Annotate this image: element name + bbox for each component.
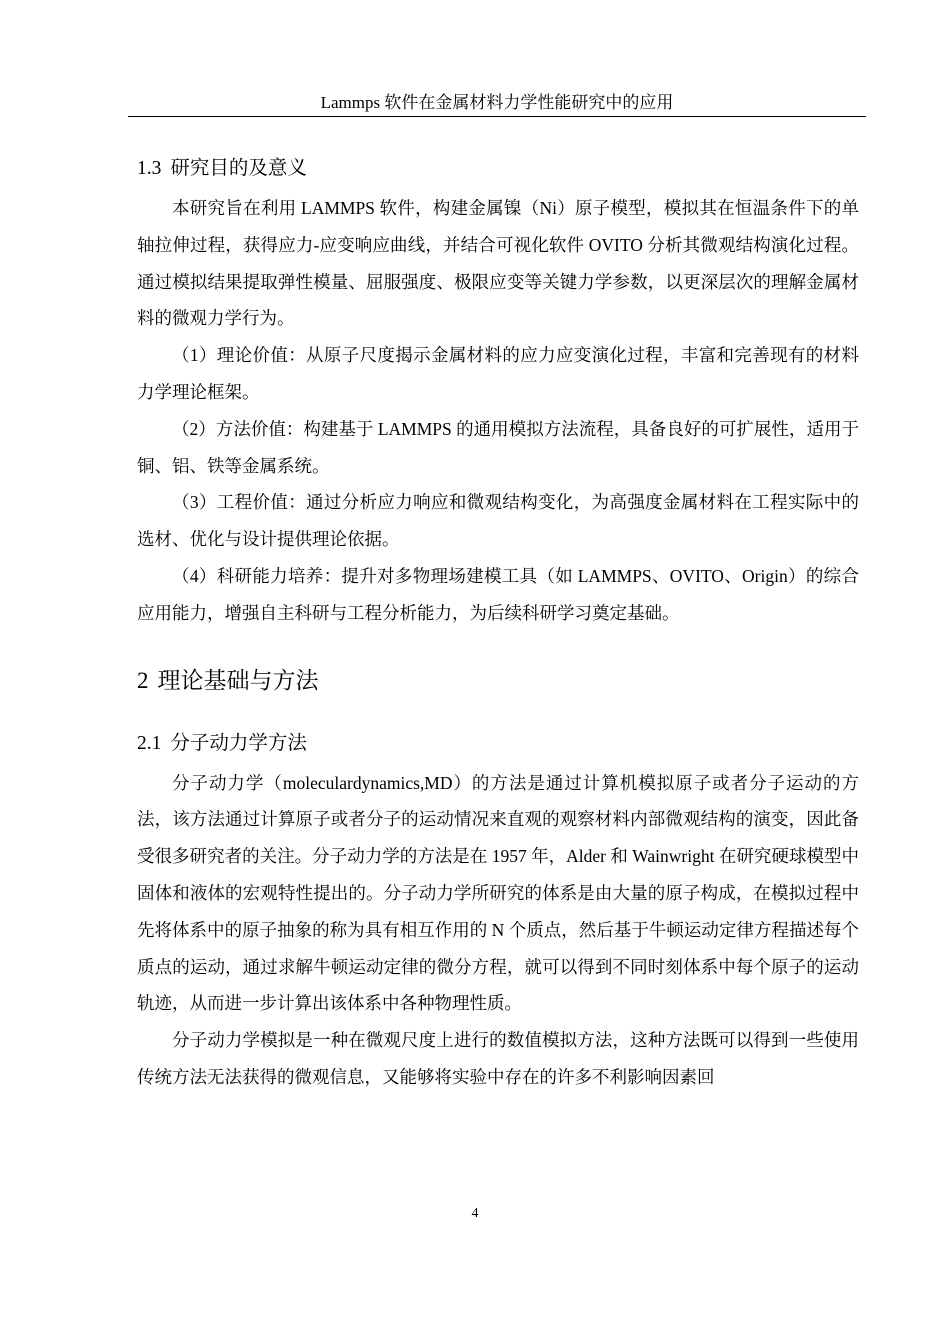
running-header-title: Lammps 软件在金属材料力学性能研究中的应用 <box>320 93 674 112</box>
page-body <box>137 150 859 1096</box>
section-title: 分子动力学方法 <box>170 730 307 754</box>
paragraph-theory-value: （1）理论价值：从原子尺度揭示金属材料的应力应变演化过程，丰富和完善现有的材料力学理论框架。 <box>137 345 859 402</box>
paragraph-md-intro: 分子动力学（moleculardynamics,MD）的方法是通过计算机模拟原子或者分子运动的方法，该方法通过计算原子或者分子的运动情况来直观的观察材料内部微观结构的演变，因此备受很多研究者的关注。分子动力学的方法是在 1957 年，Alder 和 Wainwright 在研究硬球模型中固体和液体的宏观特性提出的。分子动力学所研究的体系是由大量的原子构成，在模拟过程中先将体系中的原子抽象的称为具有相互作用的 N 个质点，然后基于牛顿运动定律方程描述每个质点的运动，通过求解牛顿运动定律的微分方程，就可以得到不同时刻体系中每个原子的运动轨迹，从而进一步计算出该体系中各种物理性质。 <box>137 772 859 1014</box>
paragraph-research-ability: （4）科研能力培养：提升对多物理场建模工具（如 LAMMPS、OVITO、Origin）的综合应用能力，增强自主科研与工程分析能力，为后续科研学习奠定基础。 <box>137 565 859 623</box>
paragraph-engineering-value: （3）工程价值：通过分析应力响应和微观结构变化，为高强度金属材料在工程实际中的选材、优化与设计提供理论依据。 <box>137 492 859 550</box>
page-number: 4 <box>471 1206 479 1221</box>
running-header <box>128 90 866 117</box>
section-title: 研究目的及意义 <box>170 156 307 179</box>
chapter-title: 理论基础与方法 <box>157 667 319 694</box>
section-number: 2.1 <box>137 732 162 754</box>
section-heading-2-1 <box>137 725 859 761</box>
paragraph-purpose: 本研究旨在利用 LAMMPS 软件，构建金属镍（Ni）原子模型，模拟其在恒温条件下的单轴拉伸过程，获得应力-应变响应曲线，并结合可视化软件 OVITO 分析其微观结构演化过程。通过模拟结果提取弹性模量、屈服强度、极限应变等关键力学参数，以更深层次的理解金属材料的微观力学行为。 <box>137 198 859 329</box>
section-heading-1-3 <box>137 150 859 186</box>
paragraph-md-simulation: 分子动力学模拟是一种在微观尺度上进行的数值模拟方法，这种方法既可以得到一些使用传统方法无法获得的微观信息，又能够将实验中存在的许多不利影响因素回 <box>137 1030 859 1087</box>
paragraph-method-value: （2）方法价值：构建基于 LAMMPS 的通用模拟方法流程，具备良好的可扩展性，适用于铜、铝、铁等金属系统。 <box>137 418 859 476</box>
chapter-number: 2 <box>137 667 149 693</box>
section-number: 1.3 <box>137 158 162 179</box>
chapter-heading-2 <box>137 661 859 701</box>
